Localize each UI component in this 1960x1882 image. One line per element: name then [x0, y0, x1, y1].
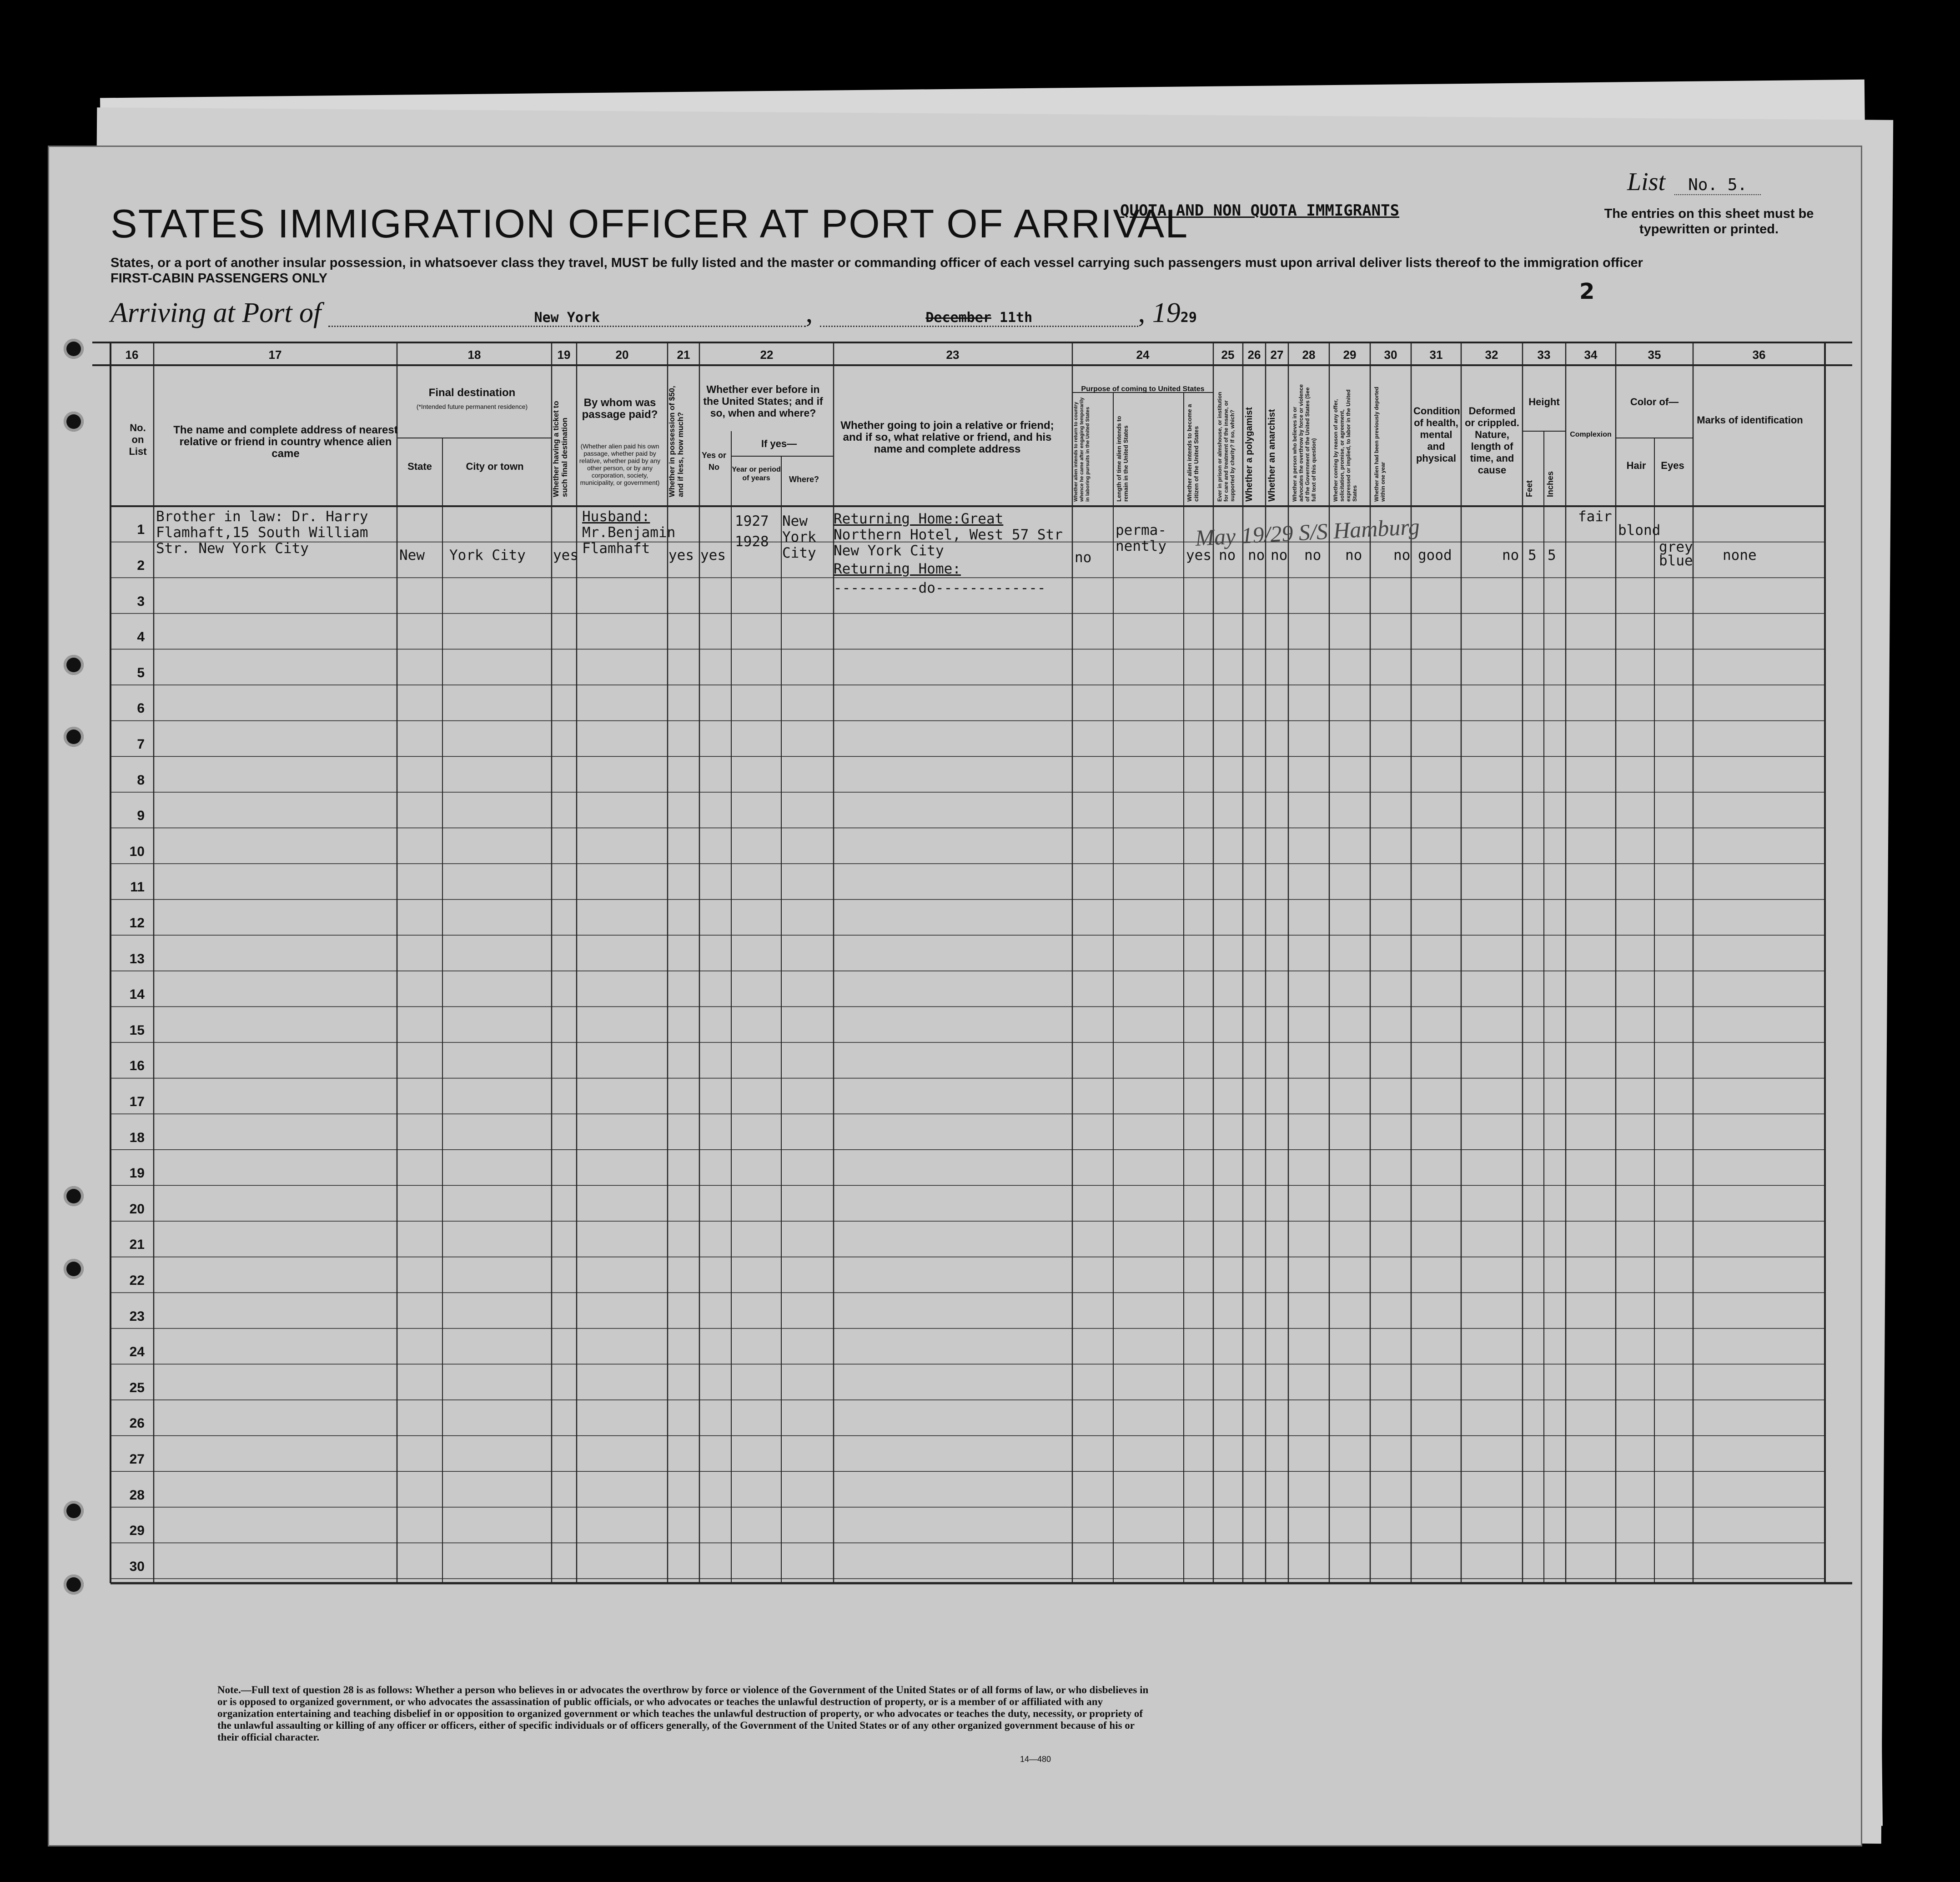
- ticket-value: yes: [553, 547, 578, 564]
- header-relative: The name and complete address of nearest relative or friend in country whence alien came: [173, 424, 398, 460]
- header-passage-note: (Whether alien paid his own passage, whether paid by relative, whether paid by any other person, or by any corporation, society, municipality, or government): [579, 443, 661, 486]
- column-number: 17: [268, 348, 282, 362]
- page-number: 2: [1579, 279, 1595, 304]
- deported-value: no: [1393, 547, 1411, 564]
- manifest-grid: [49, 147, 1864, 1848]
- complexion-value: fair: [1578, 508, 1612, 525]
- column-number: 16: [125, 348, 139, 362]
- column-number: 30: [1384, 348, 1397, 362]
- passage-paid-line: Husband:: [582, 508, 650, 525]
- binder-hole: [64, 1575, 84, 1595]
- money-value: yes: [668, 547, 694, 564]
- row-number: 17: [129, 1094, 145, 1109]
- length-stay-line: perma-: [1116, 522, 1166, 538]
- polygamist-value: no: [1248, 547, 1265, 564]
- header-ever-before: Whether ever before in the United States; and if so, when and where?: [703, 383, 823, 419]
- form-number: 14—480: [1020, 1755, 1051, 1764]
- port-field: New York: [328, 310, 806, 327]
- arrival-line: Arriving at Port of New York , December 11th , 1929: [111, 297, 1197, 328]
- feet-value: 5: [1528, 547, 1537, 564]
- header-ticket: Whether having a ticket to such final destination: [552, 401, 569, 497]
- header-join-relative: Whether going to join a relative or friend; and if so, what relative or friend, and his name and complete address: [840, 419, 1054, 455]
- header-money: Whether in possession of $50, and if less, how much?: [668, 386, 685, 497]
- header-deformed: Deformed or crippled. Nature, length of time, and cause: [1465, 405, 1519, 476]
- join-line: New York City: [834, 543, 944, 559]
- footnote: Note.—Full text of question 28 is as follows: Whether a person who believes in or advocates the overthrow by force or violence of the Government of the United States or of all forms of law, or who disbelieves in or is opposed to organized government, or who advocates the assassination of public officials, or who advocates or teaches the unlawful destruction of property, or is a member of or affiliated with any organization entertaining and teaching disbelief in or opposition to organized government or which teaches the unlawful destruction of property, or who advocates or teaches the duty, necessity, or propriety of the unlawful assaulting or killing of any officer or officers, either of specific individuals or of officers generally, of the Government of the United States or of any other organized government because of his or their official character.: [217, 1684, 1149, 1743]
- header-height: Height: [1528, 396, 1560, 408]
- join-line: ----------do-------------: [834, 580, 1046, 596]
- binder-hole: [64, 1186, 84, 1206]
- where-line: City: [782, 545, 816, 561]
- row-number: 3: [137, 594, 145, 609]
- row-number: 24: [129, 1344, 145, 1360]
- row-number: 29: [129, 1523, 145, 1539]
- passage-paid-line: Mr.Benjamin: [582, 524, 676, 541]
- column-number: 31: [1429, 348, 1443, 362]
- header-complexion: Complexion: [1570, 431, 1612, 438]
- eyes-line: blue: [1659, 553, 1693, 569]
- manifest-sheet: [48, 146, 1862, 1847]
- where-line: New: [782, 513, 808, 529]
- column-number: 22: [760, 348, 774, 362]
- header-final-destination: Final destination: [428, 387, 516, 399]
- where-line: York: [782, 529, 816, 545]
- row-number: 16: [129, 1058, 145, 1074]
- instruction-text: States, or a port of another insular possession, in whatsoever class they travel, MUST be fully listed and the master or commanding officer of each vessel carrying such passengers must upon arrival deliver lists thereof to the immigration officer FIRST-CABIN PASSENGERS ONLY: [111, 256, 1643, 286]
- column-number: 34: [1584, 348, 1598, 362]
- row-number: 2: [137, 558, 145, 573]
- row-number: 19: [129, 1166, 145, 1181]
- binder-hole: [64, 339, 84, 359]
- row-number: 27: [129, 1451, 145, 1467]
- header-final-destination-note: (*Intended future permanent residence): [416, 403, 528, 410]
- row-number: 15: [129, 1022, 145, 1038]
- relative-address-line: Flamhaft,15 South William: [156, 524, 368, 541]
- citizen-value: yes: [1186, 547, 1211, 564]
- inches-value: 5: [1548, 547, 1556, 564]
- relative-name-line: Brother in law: Dr. Harry: [156, 508, 368, 525]
- column-number: 19: [557, 348, 571, 362]
- header-feet: Feet: [1525, 480, 1534, 497]
- date-field: December 11th: [820, 310, 1138, 327]
- entries-note: The entries on this sheet must be typewritten or printed.: [1604, 206, 1814, 237]
- header-polygamist: Whether a polygamist: [1244, 407, 1254, 502]
- column-number: 23: [946, 348, 960, 362]
- header-city: City or town: [466, 461, 524, 472]
- row-number: 5: [137, 665, 145, 680]
- deformed-value: no: [1502, 547, 1519, 564]
- hair-value: blond: [1618, 522, 1661, 538]
- column-number: 28: [1302, 348, 1316, 362]
- column-number: 26: [1247, 348, 1261, 362]
- header-marks: Marks of identification: [1697, 414, 1803, 426]
- binder-hole: [64, 1259, 84, 1279]
- column-number: 32: [1485, 348, 1498, 362]
- length-stay-line: nently: [1116, 538, 1166, 554]
- row-number: 22: [129, 1273, 145, 1288]
- row-number: 28: [129, 1487, 145, 1503]
- row-number: 11: [130, 880, 145, 895]
- binder-hole: [64, 655, 84, 675]
- row-number: 9: [137, 808, 145, 824]
- row-number: 4: [137, 629, 145, 645]
- column-number: 21: [677, 348, 690, 362]
- health-value: good: [1418, 547, 1452, 564]
- header-hair: Hair: [1626, 460, 1646, 471]
- row-number: 20: [129, 1201, 145, 1217]
- page-title: STATES IMMIGRATION OFFICER AT PORT OF ARRIVAL: [111, 201, 1189, 246]
- binder-hole: [64, 412, 84, 432]
- column-number: 24: [1136, 348, 1150, 362]
- handwritten-annotation: May 19/29 S/S Hamburg: [1194, 513, 1421, 551]
- column-number: 18: [467, 348, 481, 362]
- header-labor-offer: Whether coming by reason of any offer, solicitation, promise, or agreement, expressed or implied, to labor in the United States: [1332, 389, 1358, 502]
- join-line: Northern Hotel, West 57 Str: [834, 527, 1063, 543]
- header-health: Condition of health, mental and physical: [1413, 405, 1460, 464]
- row-number: 30: [129, 1559, 145, 1574]
- header-deported: Whether alien had been previously deported within one year: [1373, 387, 1386, 502]
- header-state: State: [407, 461, 432, 472]
- header-passage-paid: By whom was passage paid?: [582, 397, 658, 421]
- header-return-intent: Whether alien intends to return to country whence he came after engaging temporarily in laboring pursuits in the United States: [1073, 397, 1091, 502]
- overthrow-value: no: [1304, 547, 1322, 564]
- destination-city: York City: [449, 547, 526, 564]
- prison-value: no: [1219, 547, 1236, 564]
- binder-hole: [64, 727, 84, 747]
- anarchist-value: no: [1271, 547, 1288, 564]
- column-number: 27: [1270, 348, 1284, 362]
- row-number: 12: [129, 915, 145, 931]
- row-number: 1: [137, 522, 145, 538]
- header-inches: Inches: [1546, 471, 1555, 497]
- return-intent-value: no: [1075, 549, 1092, 566]
- column-number: 33: [1537, 348, 1551, 362]
- column-number: 35: [1648, 348, 1661, 362]
- row-number: 26: [129, 1416, 145, 1431]
- join-line: Returning Home:Great: [834, 511, 1004, 527]
- header-no-on-list: No. on List: [129, 422, 147, 457]
- header-where: Where?: [789, 475, 819, 484]
- row-number: 21: [129, 1237, 145, 1253]
- labor-value: no: [1345, 547, 1362, 564]
- header-yes-no: Yes or No: [701, 451, 727, 472]
- header-purpose: Purpose of coming to United States: [1081, 385, 1205, 393]
- relative-city-line: Str. New York City: [156, 540, 309, 557]
- header-length-stay: Length of time alien intends to remain in the United States: [1116, 416, 1129, 502]
- row-number: 6: [137, 701, 145, 716]
- before-value: yes: [700, 547, 726, 564]
- header-color-of: Color of—: [1630, 396, 1679, 408]
- row-number: 10: [129, 844, 145, 859]
- row-number: 7: [137, 736, 145, 752]
- marks-value: none: [1723, 547, 1757, 564]
- row-number: 14: [129, 987, 145, 1002]
- eyes-line: grey: [1659, 539, 1693, 555]
- row-number: 8: [137, 772, 145, 788]
- years-line: 1927: [735, 513, 769, 529]
- destination-state: New: [399, 547, 425, 564]
- passage-paid-line: Flamhaft: [582, 540, 650, 557]
- join-line: Returning Home:: [834, 561, 961, 577]
- header-eyes: Eyes: [1661, 460, 1684, 471]
- header-overthrow: Whether a person who believes in or advocates the overthrow by force or violence of the Government of the United States (See full text of this question): [1292, 384, 1317, 502]
- header-years: Year or period of years: [732, 466, 781, 482]
- row-number: 13: [129, 951, 145, 966]
- column-number: 36: [1752, 348, 1766, 362]
- list-number: List No. 5.: [1627, 167, 1761, 196]
- column-number: 20: [615, 348, 629, 362]
- row-number: 23: [129, 1308, 145, 1324]
- header-if-yes: If yes—: [761, 438, 797, 449]
- column-number: 29: [1343, 348, 1357, 362]
- quota-label: QUOTA AND NON QUOTA IMMIGRANTS: [1120, 201, 1400, 220]
- binder-hole: [64, 1501, 84, 1521]
- header-citizen: Whether alien intends to become a citizen of the United States: [1186, 404, 1200, 502]
- row-number: 25: [129, 1380, 145, 1395]
- row-number: 18: [129, 1130, 145, 1145]
- column-number: 25: [1221, 348, 1235, 362]
- header-anarchist: Whether an anarchist: [1267, 409, 1277, 502]
- header-prison: Ever in prison or almshouse, or institution for care and treatment of the insane, or supported by charity? If so, which?: [1216, 392, 1236, 502]
- years-line: 1928: [735, 533, 769, 550]
